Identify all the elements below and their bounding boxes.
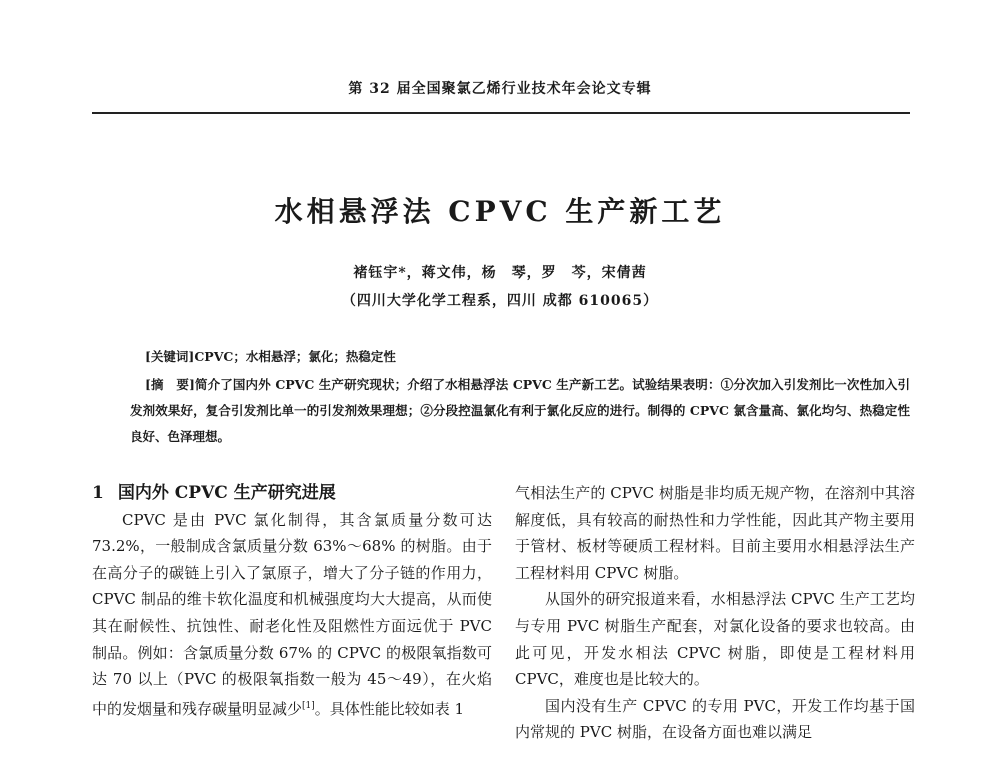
paragraph-text-tail: 。具体性能比较如表 1 xyxy=(314,699,465,718)
journal-header: 第 32 届全国聚氯乙烯行业技术年会论文专辑 xyxy=(348,81,652,97)
body-column-right xyxy=(515,480,915,746)
abstract xyxy=(130,372,910,450)
body-column-left xyxy=(92,480,492,722)
paragraph-text: CPVC 是由 PVC 氯化制得，其含氯质量分数可达 73.2%，一般制成含氯质量分数 63%～68% 的树脂。由于在高分子的碳链上引入了氯原子，增大了分子链的作用力，CPVC 制品的维卡软化温度和机械强度均大大提高，从而使其在耐候性、抗蚀性、耐老化性及阻燃性方面远优于 PVC 制品。例如：含氯质量分数 67% 的 CPVC 的极限氧指数可达 70 以上（PVC 的极限氧指数一般为 45～49），在火焰中的发烟量和残存碳量明显减少 xyxy=(92,510,492,718)
paper-title: 水相悬浮法 CPVC 生产新工艺 xyxy=(274,195,726,228)
keywords-label: [关键词] xyxy=(145,349,195,364)
abstract-text: 简介了国内外 CPVC 生产研究现状；介绍了水相悬浮法 CPVC 生产新工艺。试验结果表明：①分次加入引发剂比一次性加入引发剂效果好，复合引发剂比单一的引发剂效果理想；②分段控温氯化有利于氯化反应的进行。制得的 CPVC 氯含量高、氯化均匀、热稳定性良好、色泽理想。 xyxy=(130,377,910,444)
citation-ref[interactable]: [1] xyxy=(302,700,315,711)
affiliation: （四川大学化学工程系，四川 成都 610065） xyxy=(341,293,659,309)
section-title: 国内外 CPVC 生产研究进展 xyxy=(117,483,336,503)
abstract-label: [摘 要] xyxy=(145,377,195,392)
keywords-text: CPVC；水相悬浮；氯化；热稳定性 xyxy=(194,349,396,364)
body-paragraph: 国内没有生产 CPVC 的专用 PVC，开发工作均基于国内常规的 PVC 树脂，在设备方面也难以满足 xyxy=(515,696,915,742)
body-paragraph: 从国外的研究报道来看，水相悬浮法 CPVC 生产工艺均与专用 PVC 树脂生产配套，对氯化设备的要求也较高。由此可见，开发水相法 CPVC 树脂，即使是工程材料用 CPVC，难度也是比较大的。 xyxy=(515,590,915,689)
author-list: 褚钰宇*，蒋文伟，杨 琴，罗 芩，宋倩茜 xyxy=(353,265,647,281)
keywords xyxy=(145,347,905,365)
body-paragraph: 气相法生产的 CPVC 树脂是非均质无规产物，在溶剂中其溶解度低，具有较高的耐热性和力学性能，因此其产物主要用于管材、板材等硬质工程材料。目前主要用水相悬浮法生产工程材料用 CPVC 树脂。 xyxy=(515,484,915,582)
section-heading xyxy=(92,480,492,507)
header-rule xyxy=(92,112,910,114)
body-paragraph xyxy=(92,507,492,723)
section-number: 1 xyxy=(92,483,104,503)
